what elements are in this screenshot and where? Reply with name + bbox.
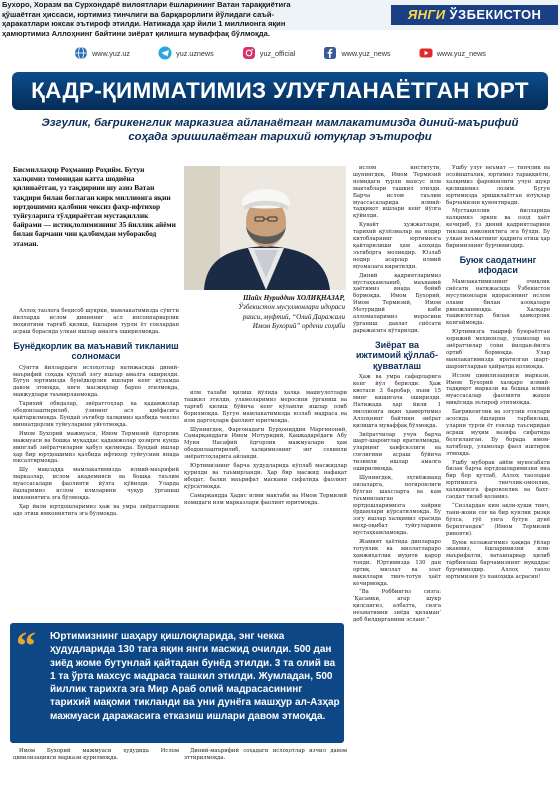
caption-name: Шайх Нуриддин ХОЛИҚНАЗАР, [242, 294, 345, 302]
col2-paragraph: Юртимизнинг барча ҳудудларида кўплаб масжидлар қурилди ва таъмирланди. Ҳар бир масжид нафақат ибодат, балки маърифат маскани сифатида фаолият кўрсатмоқда. [184, 463, 347, 490]
col4-paragraph: “Сизлардан ким ақли-ҳуши тинч, тани-жони соғ ва бир кунлик ризқи бўлса, гўё унга бутун дунё берилгандек” (Имом Термизий ривояти). [446, 502, 550, 537]
col4-paragraph: Бағрикенглик ва эзгулик ғоялари асосида ёшларни тарбиялаш, уларни турли ёт ғоялар таъсиридан асраш муҳим вазифа сифатида белгиланган. Бу борада имом-хатиблар, уламолар фаол иштирок этмоқда. [446, 409, 550, 457]
pull-quote-text: Юртимизнинг шаҳару қишлоқларида, энг чекка ҳудудларида 130 тага яқин янги масжид очилди. 500 дан зиёд жоме бутунлай қайтадан бунёд этилди. 3 та олий ва 1 та ўрта махсус мадраса ташкил этилди. Жумладан, 500 йиллик тарихга эга Мир Араб олий мадрасасининг тарихий мақоми тикланди ва уни дунёга машҳур ал-Азҳар мажмуаси даражасига етказиш ишлари давом этмоқда. [50, 631, 340, 722]
col3-paragraph: ислом институти, шунингдек, Имом Термизий номидаги турли махсус илм мактаблари ташкил этилди. Барча ислом таълим муассасаларида илмий-тадқиқот ишлари кенг йўлга қўйилди. [353, 165, 441, 220]
subheadline: Эзгулик, бағрикенглик марказига айланаётган мамлакатимизда диний-маърифий соҳада эришилаётган тарихий ютуқлар эътирофи [41, 117, 519, 143]
col4-paragraph: Ушбу муборак айём муносабати билан барча юртдошларимизни яна бир бор қутлаб, Аллоҳ таолодан юртимизга тинчлик-омонлик, халқимизга фаровонлик ва бахт-саодат тилаб қоламиз. [446, 459, 550, 501]
headline: ҚАДР-ҚИММАТИМИЗ УЛУҒЛАНАЁТГАН ЮРТ [12, 72, 548, 110]
photo-caption [224, 294, 345, 386]
social-label-telegram: yuz.uznews [176, 48, 214, 58]
col2-paragraph: Самарқандда Ҳадис илми мактаби ва Имом Термизий номидаги илм марказлари фаолият юритмоқда. [184, 492, 347, 506]
col3-paragraph: “Ва Роббингиз сизга: ‘Қасамки, агар шукр қилсангиз, албатта, сизга неъматимни зиёда қиламан’ деб билдирганини эсланг.” [353, 589, 441, 624]
col3-paragraph: Ҳаж ва умра сафарларига кенг йўл берилди. Ҳаж квотаси 3 баробар, яъни 15 минг кишигача оширилди. Натижада ҳар йили 1 миллионга яқин ҳамюртимиз Аллоҳнинг байтини зиёрат қилишга муваффақ бўлмоқда. [353, 374, 441, 429]
col4-paragraph: Ислом цивилизацияси маркази, Имом Бухорий халқаро илмий-тадқиқот маркази ва бошқа илмий муассасалар фаолияти жаҳон миқёсида эътироф этилмоқда. [446, 372, 550, 407]
caption-role: Ўзбекистон мусулмонлари идораси раиси, муфтий, “Олий Даражали Имом Бухорий” ордени соҳиби [238, 303, 345, 331]
article-column-2 [184, 390, 347, 616]
col3-paragraph: Зиёратчилар учун барча шарт-шароитлар яратилмоқда, уларнинг хавфсизлиги ва соғлиғини асраш бўйича тизимли ишлар амалга оширилмоқда. [353, 431, 441, 473]
col3-paragraph: Жамият ҳаётида динлараро тотувлик ва миллатлараро ҳамжиҳатлик муҳити қарор топди. Юртимизда 130 дан ортиқ миллат ва элат вакиллари тинч-тотув ҳаёт кечирмоқда. [353, 539, 441, 587]
social-link-telegram[interactable] [158, 46, 214, 60]
col3-paragraph: Кувайт ҳужжатлари, тарихий қўлёзмалар ва нодир китобларнинг юртимизга қайтарилиши ҳам алоҳида эътиборга моликдир. Юзлаб нодир асарлар илмий муомалага киритилди. [353, 222, 441, 270]
telegram-icon [158, 46, 172, 60]
social-label-youtube: www.yuz_news [436, 48, 486, 58]
col4-paragraph: Буюк келажагимиз ҳақида ўйлар эканмиз, ёшларимизни илм-маърифатли, ватанпарвар қилиб тарбиялаш барчамизнинг муқаддас бурчимиздир. Аллоҳ таоло юртимизни ўз паноҳида асрасин! [446, 539, 550, 581]
col4-paragraph: Ушбу улуғ неъмат — тинчлик ва осойишталик, юртимиз тараққиёти, халқимиз фаровонлиги учун шукр қилишимиз лозим. Бугун юртимизда эришилаётган ютуқлар барчамизни қувонтиради. [446, 165, 550, 206]
section-heading-happiness: Буюк саодатнинг ифодаси [459, 254, 537, 276]
col1-paragraph: Шу мақсадда мамлакатимизда илмий-маърифий марказлар, ислом академияси ва бошқа таълим муассасалари фаолияти йўлга қўйилди. Уларда ёшларимиз ислом илмларини чуқур ўрганиш имкониятига эга бўлмоқда. [13, 467, 179, 501]
article-column-4 [446, 165, 550, 791]
col3-paragraph: Диний қадриятларимиз мустаҳкамланиб, маънавий ҳаётимиз янада бойиб бормоқда. Имом Бухорий, Имом Термизий, Имом Мотуридий каби алломаларимиз меросини ўрганиш давлат сиёсати даражасига кўтарилди. [353, 272, 441, 334]
facebook-icon [323, 46, 337, 60]
social-link-facebook[interactable] [323, 46, 390, 60]
section-heading-pilgrimage: Зиёрат ва ижтимоий қўллаб-қувватлаш [356, 339, 438, 371]
col2-paragraph: илм талаби қилиш йўлида ҳалқа машғулотлари ташкил этилди, уламоларимиз меросини ўрганиш ва тарғиб қилиш бўйича кенг кўламли ишлар олиб борилмоқда. Бугун мамлакатимизда юзлаб мадраса ва илм даргоҳлари фаолият юритмоқда. [184, 390, 347, 424]
social-link-instagram[interactable] [242, 46, 295, 60]
instagram-icon [242, 46, 256, 60]
article-column-1 [13, 308, 179, 614]
social-label-web: www.yuz.uz [92, 48, 131, 58]
social-label-facebook: www.yuz_news [341, 48, 391, 58]
col1-intro: Аллоҳ таолога беҳисоб шукрки, мамлакатимизда сўнгги йилларда ислом динининг асл инсонпарварлик моҳиятини тарғиб қилиш, ёшларни турли ёт ғоялардан асраш борасида улкан ишлар амалга оширилмоқда. [13, 308, 179, 335]
col2-bottom-paragraph: Диний-маърифий соҳадаги ислоҳотлар изчил давом эттирилмоқда. [184, 748, 347, 761]
col1-paragraph: Имом Бухорий мажмуаси, Имом Термизий ёдгорлик мажмуаси ва бошқа муқаддас қадамжолар ҳозирги кунда минглаб зиёратчиларни қабул қилмоқда. Бундай ишлар ҳар бир юртдошимиз қалбида ифтихор туйғусини янада юксалтирмоқда. [13, 430, 179, 465]
col1-paragraph: Ҳар йили юртдошларимиз ҳаж ва умра зиёратларини адо этиш имкониятига эга бўлмоқда. [13, 503, 179, 517]
article-column-2-bottom [184, 748, 347, 796]
social-links-bar [0, 40, 560, 66]
portrait-illustration [184, 166, 346, 290]
col1-paragraph: Тарихий обидалар, зиёратгоҳлар ва қадамжолар ободонлаштирилиб, ўзининг асл қиёфасига қайтарилмоқда. Бундай эътибор халқимиз қалбида чексиз миннатдорлик туйғуларини уйғотмоқда. [13, 401, 179, 428]
lede-paragraph: Бисмиллаҳир Роҳманир Роҳийм. Бутун халқимиз томонидан катта шодиёна қилинаётган, уз тақдирини шу азиз Ватан тақдири билан боғлаган кирк миллионга яқин юртдошимиз қалбини чексиз фахр-ифтихор туйғуларига тўлдираётган мустақиллик байрами — истиқлолимизнинг 35 йиллик айёми билан барчани чин қалбимдан муборакбод этаман. [13, 165, 176, 248]
social-link-web[interactable] [74, 46, 130, 60]
youtube-icon [419, 46, 433, 60]
quote-mark-icon: “ [16, 623, 36, 668]
col4-paragraph: Юртимизга ташриф буюраётган хорижий меҳмонлар, уламолар ва зиёратчилар сони йилдан-йилга ортиб бормоқда. Улар мамлакатимизда яратилган шарт-шароитлардан ҳайратда қолмоқда. [446, 329, 550, 370]
social-label-instagram: yuz_official [259, 48, 296, 58]
globe-icon [74, 46, 88, 60]
top-strip-text: Бухоро, Хоразм ва Сурхондарё вилоятлари ёшларининг Ватан тараққиётига қўшаётган ҳиссаси, юртимиз тинчлиги ва барқарорлиги йўлидаги саъй-ҳаракатлари юксак эътироф этилди. Натижада ҳар йили 1 миллионга яқин ҳамюртимиз Аллоҳнинг байтини зиёрат қилишга муваффақ бўлмоқда. [2, 0, 291, 38]
social-link-youtube[interactable] [419, 46, 486, 60]
col1-paragraph: Сўнгги йиллардаги ислоҳотлар натижасида диний-маърифий соҳада кўплаб эзгу ишлар амалга оширилди. Бугун юртимизда бунёдкорлик ишлари кенг кўламда давом этмоқда, янги масжидлар барпо этилмоқда, мавжудлари таъмирланмоқда. [13, 364, 179, 399]
col2-paragraph: Шунингдек, Фарғонадаги Бурҳониддин Марғиноний, Самарқанддаги Имом Мотуридий, Қашқадарёдаги Абу Муин Насафий ёдгорлик мажмуалари ҳам ободонлаштирилиб, халқимизнинг энг севимли зиёратгоҳларига айланди. [184, 426, 347, 461]
col4-paragraph: Мамлакатимизнинг очиқлик сиёсати натижасида Ўзбекистон мусулмонлари идорасининг ислом олами билан алоқалари ривожланмоқда. Халқаро ташкилотлар билан ҳамкорлик кенгаймоқда. [446, 278, 550, 327]
section-heading-construction: Бунёдкорлик ва маънавий тикланиш солномаси [13, 340, 179, 362]
portrait-photo [184, 166, 346, 290]
col3-paragraph: Шунингдек, эҳтиёжманд оилаларга, ногиронлиги бўлган шахсларга ва кам таъминланган юртдошларимизга хайрия ёрдамлари кўрсатилмоқда. Бу эзгу ишлар халқимиз орасида меҳр-оқибат туйғуларини мустаҳкамламоқда. [353, 474, 441, 537]
masthead-word-2: ЎЗБЕКИСТОН [449, 7, 542, 22]
article-column-3 [353, 165, 441, 791]
article-column-1-bottom [13, 748, 179, 796]
masthead-word-1: ЯНГИ [407, 7, 446, 22]
col4-paragraph: Мустақиллик йилларида халқимиз эркин ва озод ҳаёт кечириб, ўз диний қадриятларини тиклаш имкониятига эга бўлди. Бу улкан неъматнинг қадрига етиш ҳар биримизнинг бурчимиздир. [446, 208, 550, 249]
col1-bottom-paragraph: Имом Бухорий мажмуаси ҳудудида Ислом цивилизацияси маркази қурилмоқда. [13, 748, 179, 761]
newspaper-masthead[interactable] [391, 5, 558, 25]
